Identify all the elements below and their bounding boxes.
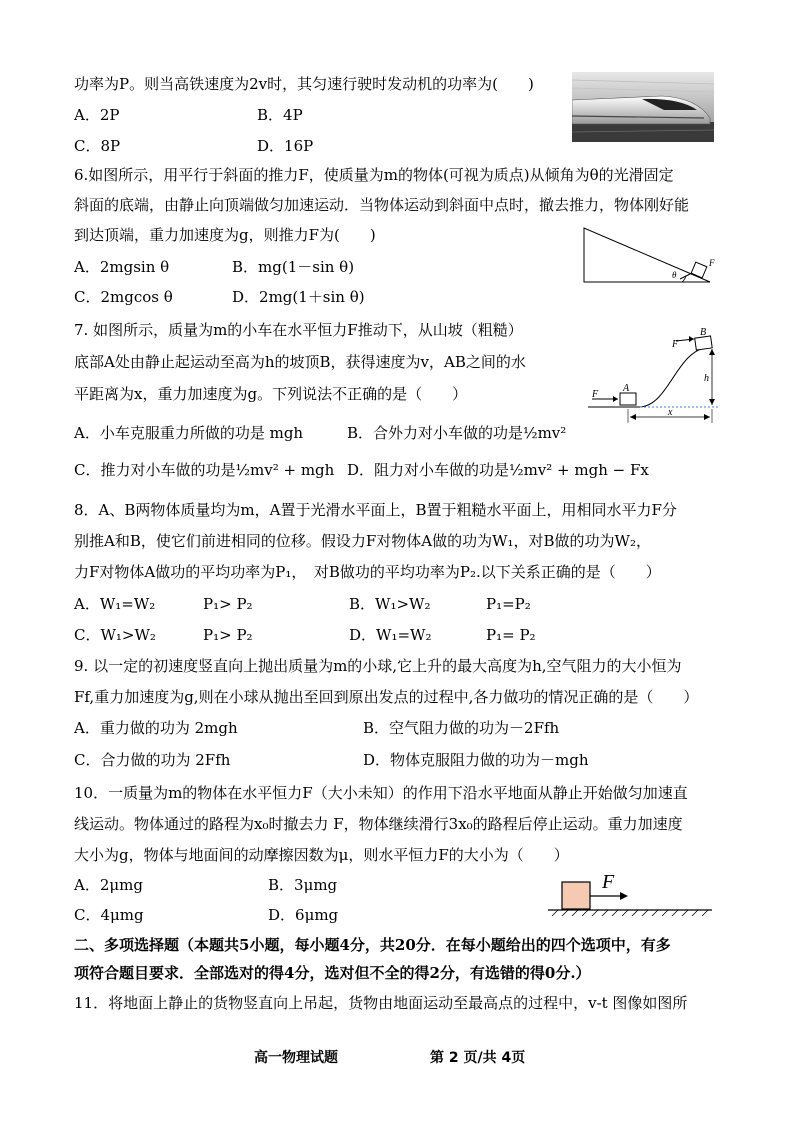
footer-title: 高一物理试题 — [254, 1050, 338, 1066]
q11-stem-line-1: 11．将地面上静止的货物竖直向上吊起，货物由地面运动至最高点的过程中，v-t 图像如图所 — [74, 994, 688, 1012]
q9-option-b: B．空气阻力做的功为－2Ffh — [363, 719, 560, 737]
q5-option-c: C．8P — [74, 137, 121, 155]
q7-height-label: h — [704, 373, 709, 384]
q9-option-a: A．重力做的功为 2mgh — [74, 719, 238, 737]
q8-option-c-work: C．W₁>W₂ — [74, 626, 156, 644]
q8-option-d-work: D．W₁=W₂ — [349, 626, 432, 644]
q10-force-label: F — [602, 871, 615, 893]
q5-stem-tail: 功率为P。则当高铁速度为2v时，其匀速行驶时发动机的功率为( ) — [74, 75, 534, 93]
q10-option-c: C．4μmg — [74, 906, 144, 924]
q6-option-d: D．2mg(1＋sin θ) — [232, 288, 365, 306]
q8-option-c-power: P₁> P₂ — [203, 626, 253, 644]
q6-stem-line-2: 斜面的底端，由静止向顶端做匀加速运动．当物体运动到斜面中点时，撤去推力，物体刚好能 — [74, 196, 690, 214]
q8-option-d-power: P₁= P₂ — [486, 626, 536, 644]
section2-heading-line-1: 二、多项选择题（本题共5小题，每小题4分，共20分．在每小题给出的四个选项中，有多 — [74, 936, 671, 954]
q6-force-label: F — [709, 258, 715, 268]
q8-stem-line-3: 力F对物体A做功的平均功率为P₁， 对B做功的平均功率为P₂.以下关系正确的是（ ） — [74, 563, 661, 581]
q7-stem-line-2: 底部A处由静止起运动至高为h的坡顶B，获得速度为v，AB之间的水 — [74, 353, 526, 371]
q6-option-c: C．2mgcos θ — [74, 288, 173, 306]
q9-stem-line-2: Ff,重力加速度为g,则在小球从抛出至回到原出发点的过程中,各力做功的情况正确的是（ ） — [74, 688, 699, 706]
q10-option-d: D．6μmg — [268, 906, 339, 924]
q7-point-b-label: B — [700, 327, 707, 338]
q5-option-b: B．4P — [257, 106, 303, 124]
q6-stem-line-1: 6.如图所示，用平行于斜面的推力F，使质量为m的物体(可视为质点)从倾角为θ的光滑固定 — [74, 166, 674, 184]
q8-option-a-work: A．W₁=W₂ — [74, 595, 156, 613]
footer-page-number: 第 2 页/共 4页 — [430, 1050, 526, 1066]
q5-option-a: A．2P — [74, 106, 120, 124]
q7-point-a-label: A — [623, 383, 630, 394]
q7-force-label-top: F — [672, 339, 679, 350]
q7-distance-label: x — [668, 407, 673, 418]
q5-option-d: D．16P — [257, 137, 314, 155]
q6-theta-label: θ — [672, 270, 677, 280]
q7-option-b: B．合外力对小车做的功是½mv² — [347, 424, 567, 442]
q6-stem-line-3: 到达顶端，重力加速度为g，则推力F为( ) — [74, 226, 376, 244]
section2-heading-line-2: 项符合题目要求．全部选对的得4分，选对但不全的得2分，有选错的得0分.） — [74, 964, 591, 982]
q10-stem-line-1: 10．一质量为m的物体在水平恒力F（大小未知）的作用下沿水平地面从静止开始做匀加速直 — [74, 784, 688, 802]
q10-stem-line-2: 线运动。物体通过的路程为x₀时撤去力 F，物体继续滑行3x₀的路程后停止运动。重力加速度 — [74, 815, 683, 833]
train-photo — [572, 72, 714, 142]
q9-stem-line-1: 9. 以一定的初速度竖直向上抛出质量为m的小球,它上升的最大高度为h,空气阻力的大小恒为 — [74, 657, 682, 675]
q7-option-c: C．推力对小车做的功是½mv² + mgh — [74, 461, 335, 479]
q6-incline-figure — [582, 226, 722, 286]
q10-option-b: B．3μmg — [268, 876, 338, 894]
q8-stem-line-2: 别推A和B，使它们前进相同的位移。假设力F对物体A做的功为W₁，对B做的功为W₂， — [74, 532, 651, 550]
q10-option-a: A．2μmg — [74, 876, 143, 894]
q7-stem-line-1: 7. 如图所示，质量为m的小车在水平恒力F推动下，从山坡（粗糙） — [74, 321, 523, 339]
q8-option-b-power: P₁=P₂ — [486, 595, 531, 613]
q10-block-figure — [548, 870, 714, 918]
q8-option-b-work: B．W₁>W₂ — [349, 595, 431, 613]
q7-force-label-bottom: F — [592, 389, 599, 400]
q8-stem-line-1: 8．A、B两物体质量均为m，A置于光滑水平面上，B置于粗糙水平面上，用相同水平力F分 — [74, 501, 677, 519]
q6-option-b: B．mg(1－sin θ) — [232, 258, 355, 276]
q8-option-a-power: P₁> P₂ — [203, 595, 253, 613]
q9-option-c: C．合力做的功为 2Ffh — [74, 751, 231, 769]
q7-slope-figure — [588, 325, 728, 425]
q9-option-d: D．物体克服阻力做的功为－mgh — [363, 751, 589, 769]
q10-block — [562, 882, 590, 909]
q7-stem-line-3: 平距离为x，重力加速度为g。下列说法不正确的是（ ） — [74, 385, 468, 403]
q10-stem-line-3: 大小为g，物体与地面间的动摩擦因数为μ，则水平恒力F的大小为（ ） — [74, 846, 569, 864]
q7-option-a: A．小车克服重力所做的功是 mgh — [74, 424, 304, 442]
q7-option-d: D．阻力对小车做的功是½mv² + mgh − Fx — [347, 461, 649, 479]
q6-option-a: A．2mgsin θ — [74, 258, 170, 276]
